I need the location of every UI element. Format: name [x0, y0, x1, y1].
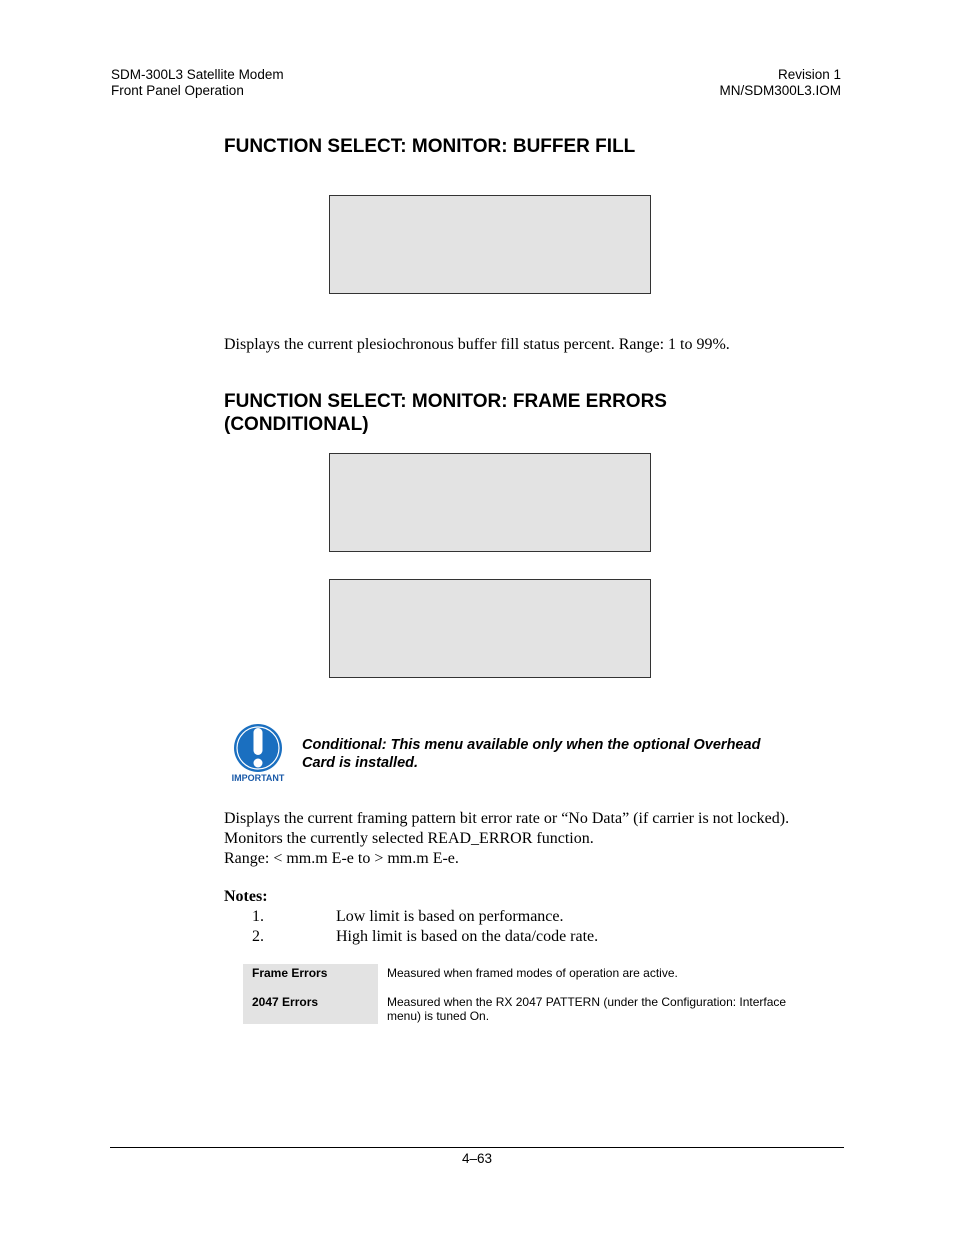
footer-divider: [110, 1147, 844, 1148]
notes-heading: Notes:: [224, 888, 268, 905]
important-note-line1: Conditional: This menu available only when the optional Overhead: [302, 737, 761, 753]
note-number-1: 1.: [252, 908, 264, 925]
page-number: 4–63: [461, 1151, 493, 1166]
table-row: [243, 993, 823, 1025]
important-label: IMPORTANT: [231, 773, 285, 783]
table-desc-line: menu) is tuned On.: [387, 1009, 490, 1023]
lcd-display-2047-errors: [329, 579, 651, 678]
table-desc-frame-errors: [378, 964, 823, 993]
important-note: [302, 736, 822, 772]
table-desc-line: Measured when the RX 2047 PATTERN (under the Configuration: Interface: [387, 995, 787, 1009]
important-note-line2: Card is installed.: [302, 755, 419, 771]
error-types-table: [243, 964, 823, 1025]
description-line2: Monitors the currently selected READ_ERROR function.: [224, 830, 594, 847]
table-term-2047-errors: 2047 Errors: [243, 993, 378, 1024]
frame-errors-description: [224, 809, 789, 869]
doc-revision: Revision 1: [777, 67, 841, 82]
doc-section: Front Panel Operation: [111, 83, 244, 98]
header-left: [111, 67, 284, 99]
header-right: [719, 67, 841, 99]
table-term-frame-errors: Frame Errors: [243, 964, 378, 993]
section-title-frame-errors: [224, 390, 667, 436]
section-title-line2: (CONDITIONAL): [224, 414, 369, 435]
note-text-2: High limit is based on the data/code rate.: [336, 928, 599, 945]
exclamation-icon: [224, 722, 294, 774]
doc-number: MN/SDM300L3.IOM: [719, 83, 841, 98]
lcd-display-buffer-fill: [329, 195, 651, 294]
table-row: [243, 964, 823, 993]
doc-title: SDM-300L3 Satellite Modem: [111, 67, 284, 82]
lcd-display-frame-errors: [329, 453, 651, 552]
note-number-2: 2.: [252, 928, 264, 945]
table-desc-line: Measured when framed modes of operation are active.: [387, 966, 678, 980]
description-range: Range: < mm.m E-e to > mm.m E-e.: [224, 850, 459, 867]
table-desc-2047-errors: [378, 993, 823, 1025]
section-title-line1: FUNCTION SELECT: MONITOR: FRAME ERRORS: [224, 391, 667, 412]
important-badge: [224, 722, 294, 788]
description-line1: Displays the current framing pattern bit error rate or “No Data” (if carrier is not locked).: [224, 810, 790, 827]
section-title-buffer-fill: FUNCTION SELECT: MONITOR: BUFFER FILL: [224, 136, 636, 157]
note-text-1: Low limit is based on performance.: [336, 908, 564, 925]
buffer-fill-description: Displays the current plesiochronous buffer fill status percent. Range: 1 to 99%.: [224, 336, 730, 353]
